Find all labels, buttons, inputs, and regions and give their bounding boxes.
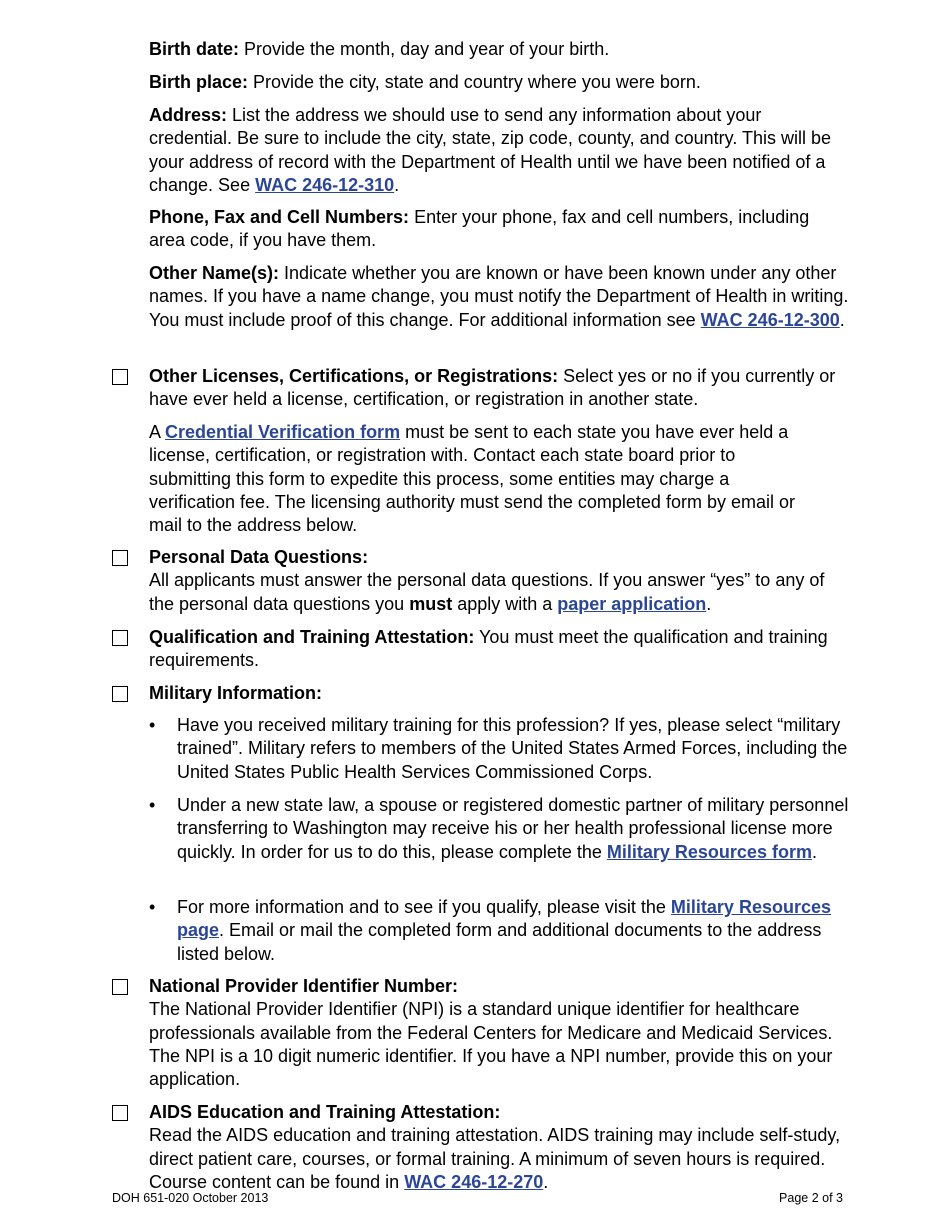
credential-verification-form-link[interactable]: Credential Verification form <box>165 422 401 442</box>
military-heading <box>149 682 849 705</box>
aids-label: AIDS Education and Training Attestation: <box>149 1102 501 1122</box>
birth-place-text: Provide the city, state and country where you were born. <box>248 72 701 92</box>
other-licenses-checkbox[interactable] <box>112 369 128 385</box>
military-item-2 <box>177 794 849 864</box>
birth-date-text: Provide the month, day and year of your birth. <box>239 39 610 59</box>
military-bullet-3: • <box>149 897 156 917</box>
personal-data-text: All applicants must answer the personal data questions. If you answer “yes” to any of the personal data questions you <box>149 570 825 614</box>
military-item-3-text: For more information and to see if you qualify, please visit the <box>177 897 671 917</box>
footer-form-id: DOH 651-020 October 2013 <box>112 1191 269 1205</box>
personal-data-must: must <box>409 593 453 614</box>
birth-date-label: Birth date: <box>149 39 239 59</box>
birth-date-paragraph <box>149 38 849 61</box>
other-names-period: . <box>839 309 845 330</box>
qualification-checkbox[interactable] <box>112 630 128 646</box>
paper-application-link[interactable]: paper application <box>557 593 707 614</box>
other-names-paragraph <box>149 262 849 332</box>
credential-verification-text: must be sent to each state you have ever held a license, certification, or registration with. Contact each state board prior to submitting this form to expedite this process, some entities may charge a verification fee. The licensing authority must send the completed form by email or mail to the address below. <box>149 422 795 536</box>
address-period: . <box>394 174 400 195</box>
other-licenses-label: Other Licenses, Certifications, or Registrations: <box>149 366 559 386</box>
military-bullet-2: • <box>149 795 156 815</box>
qualification-paragraph <box>149 626 849 673</box>
phone-paragraph <box>149 206 849 253</box>
aids-period: . <box>543 1171 549 1192</box>
npi-label: National Provider Identifier Number: <box>149 976 459 996</box>
aids-paragraph <box>149 1101 849 1194</box>
military-item-1: Have you received military training for this profession? If yes, please select “military trained”. Military refers to members of the United States Armed Forces, including the United States Public Health Services Commissioned Corps. <box>177 715 848 782</box>
aids-text: Read the AIDS education and training attestation. AIDS training may include self-study, direct patient care, courses, or formal training. A minimum of seven hours is required. Course content can be found in <box>149 1125 841 1192</box>
military-item-3 <box>177 896 849 966</box>
birth-place-label: Birth place: <box>149 72 249 92</box>
phone-label: Phone, Fax and Cell Numbers: <box>149 207 410 227</box>
aids-checkbox[interactable] <box>112 1105 128 1121</box>
credential-verification-prefix: A <box>149 422 166 442</box>
other-licenses-text: Select yes or no if you currently or have ever held a license, certification, or registration in another state. <box>149 366 836 410</box>
military-item-2-period: . <box>811 841 817 862</box>
other-licenses-paragraph <box>149 365 849 412</box>
npi-paragraph <box>149 975 849 1091</box>
address-text: List the address we should use to send any information about your credential. Be sure to include the city, state, zip code, county, and country. This will be your address of record with the Department of Health until we have been notified of a change. See <box>149 105 832 195</box>
other-names-text: Indicate whether you are known or have been known under any other names. If you have a name change, you must notify the Department of Health in writing. You must include proof of this change. For additional information see <box>149 263 849 330</box>
personal-data-period: . <box>706 593 712 614</box>
personal-data-label: Personal Data Questions: <box>149 547 369 567</box>
phone-text: Enter your phone, fax and cell numbers, including area code, if you have them. <box>149 207 810 251</box>
military-item-2-text: Under a new state law, a spouse or registered domestic partner of military personnel transferring to Washington may receive his or her health professional license more quickly. In order for us to do this, please complete the <box>177 795 849 862</box>
military-bullet-1: • <box>149 715 156 735</box>
military-label: Military Information: <box>149 683 323 703</box>
credential-verification-paragraph <box>149 421 809 537</box>
other-names-label: Other Name(s): <box>149 263 280 283</box>
personal-data-checkbox[interactable] <box>112 550 128 566</box>
personal-data-paragraph <box>149 546 849 616</box>
military-checkbox[interactable] <box>112 686 128 702</box>
footer-page-number: Page 2 of 3 <box>779 1191 843 1205</box>
address-label: Address: <box>149 105 228 125</box>
qualification-text: You must meet the qualification and training requirements. <box>149 627 828 671</box>
personal-data-text-2: apply with a <box>452 593 558 614</box>
wac-246-12-270-link[interactable]: WAC 246-12-270 <box>404 1171 544 1192</box>
npi-text: The National Provider Identifier (NPI) is a standard unique identifier for healthcare professionals available from the Federal Centers for Medicare and Medicaid Services. The NPI is a 10 digit numeric identifier. If you have a NPI number, provide this on your application. <box>149 999 833 1090</box>
wac-246-12-310-link[interactable]: WAC 246-12-310 <box>255 174 395 195</box>
military-resources-form-link[interactable]: Military Resources form <box>606 841 812 862</box>
wac-246-12-300-link[interactable]: WAC 246-12-300 <box>700 309 840 330</box>
qualification-label: Qualification and Training Attestation: <box>149 627 475 647</box>
military-resources-page-link[interactable]: Military Resources page <box>177 897 831 941</box>
birth-place-paragraph <box>149 71 849 94</box>
npi-checkbox[interactable] <box>112 979 128 995</box>
address-paragraph <box>149 104 849 197</box>
military-item-3-after: . Email or mail the completed form and additional documents to the address listed below. <box>177 920 822 964</box>
